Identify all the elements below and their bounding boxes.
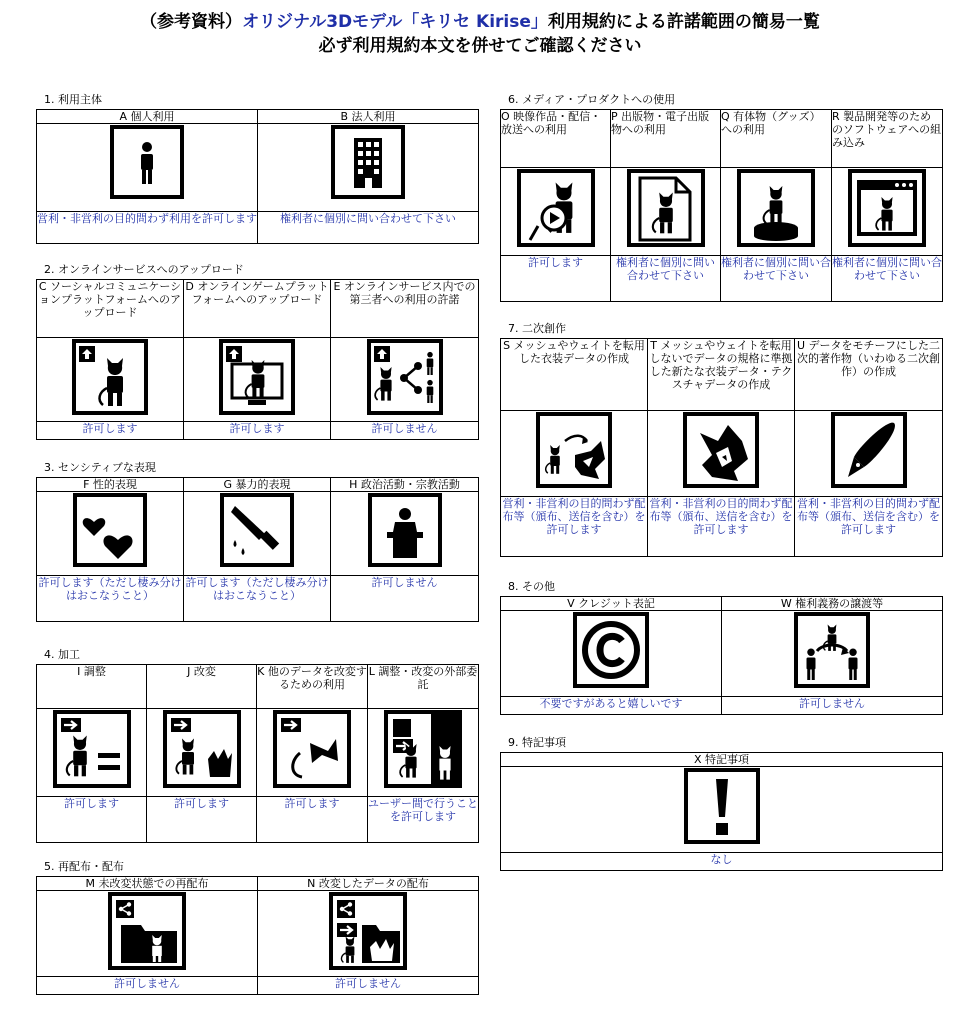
cell-result: 営利・非営利の目的問わず配布等（頒布、送信を含む）を許可します <box>501 497 648 557</box>
cell-label: B 法人利用 <box>258 110 479 124</box>
cell-result: 権利者に個別に問い合わせて下さい <box>258 212 479 244</box>
section-special-notes <box>500 736 943 871</box>
permission-table <box>500 338 943 557</box>
section-title: 6. メディア・プロダクトへの使用 <box>508 93 676 106</box>
cell-label: N 改変したデータの配布 <box>258 877 479 891</box>
cell-label: S メッシュやウェイトを転用した衣装データの作成 <box>501 339 648 411</box>
cat-equal-icon <box>37 709 147 797</box>
building-icon <box>258 124 479 212</box>
cell-result: 権利者に個別に問い合わせて下さい <box>611 256 721 302</box>
share-modified-icon <box>258 891 479 977</box>
cell-result: 許可します <box>37 422 184 440</box>
cell-result: 許可します（ただし棲み分けはおこなうこと） <box>37 576 184 622</box>
cell-result: 権利者に個別に問い合わせて下さい <box>832 256 943 302</box>
section-derivative-works <box>500 322 943 557</box>
cell-result: 許可します <box>184 422 331 440</box>
copyright-icon <box>501 611 722 697</box>
cell-result: 権利者に個別に問い合わせて下さい <box>721 256 832 302</box>
person-icon <box>37 124 258 212</box>
upload-cat-icon <box>37 338 184 422</box>
cell-result: 不要ですがあると嬉しいです <box>501 697 722 715</box>
cell-result: 営利・非営利の目的問わず利用を許可します <box>37 212 258 244</box>
cell-label: M 未改変状態での再配布 <box>37 877 258 891</box>
section-processing <box>36 648 479 843</box>
section-title: 4. 加工 <box>44 648 80 661</box>
cell-label: P 出版物・電子出版物への利用 <box>611 110 721 168</box>
cell-label: X 特記事項 <box>501 753 943 767</box>
title-prefix: （参考資料） <box>140 12 243 32</box>
document-cat-icon <box>611 168 721 256</box>
cat-modify-icon <box>147 709 257 797</box>
section-sensitive-expression <box>36 461 479 622</box>
cell-result: 許可します <box>147 797 257 843</box>
permission-table <box>500 596 943 715</box>
section-title: 7. 二次創作 <box>508 322 566 335</box>
cell-result: 営利・非営利の目的問わず配布等（頒布、送信を含む）を許可します <box>648 497 795 557</box>
section-usage-subject <box>36 93 479 244</box>
cell-label: I 調整 <box>37 665 147 709</box>
cell-label: R 製品開発等のためのソフトウェアへの組み込み <box>832 110 943 168</box>
cat-parts-icon <box>257 709 368 797</box>
exclamation-icon <box>501 767 943 853</box>
cell-result: 許可します <box>37 797 147 843</box>
cell-label: V クレジット表記 <box>501 597 722 611</box>
outsource-icon <box>368 709 479 797</box>
document-title <box>0 10 960 34</box>
transfer-icon <box>722 611 943 697</box>
cell-result: 許可します（ただし棲み分けはおこなうこと） <box>184 576 331 622</box>
section-other <box>500 580 943 715</box>
cell-label: F 性的表現 <box>37 478 184 492</box>
cell-result: なし <box>501 853 943 871</box>
permission-table <box>500 752 943 871</box>
permission-table <box>36 279 479 440</box>
cell-label: D オンラインゲームプラットフォームへのアップロード <box>184 280 331 338</box>
share-folder-icon <box>37 891 258 977</box>
section-redistribution <box>36 860 479 995</box>
software-cat-icon <box>832 168 943 256</box>
section-title: 3. センシティブな表現 <box>44 461 156 474</box>
cell-result: 許可します <box>501 256 611 302</box>
costume-icon <box>648 411 795 497</box>
section-title: 2. オンラインサービスへのアップロード <box>44 263 244 276</box>
cell-label: E オンラインサービス内での第三者への利用の許諾 <box>331 280 479 338</box>
cell-label: C ソーシャルコミュニケーションプラットフォームへのアップロード <box>37 280 184 338</box>
cell-label: A 個人利用 <box>37 110 258 124</box>
cell-result: ユーザー間で行うことを許可します <box>368 797 479 843</box>
permission-table <box>500 109 943 302</box>
cell-result: 営利・非営利の目的問わず配布等（頒布、送信を含む）を許可します <box>795 497 943 557</box>
cell-label: Q 有体物（グッズ）への利用 <box>721 110 832 168</box>
figure-cat-icon <box>721 168 832 256</box>
cell-label: O 映像作品・配信・放送への利用 <box>501 110 611 168</box>
upload-share-icon <box>331 338 479 422</box>
cell-result: 許可します <box>257 797 368 843</box>
podium-icon <box>331 492 479 576</box>
cell-result: 許可しません <box>331 422 479 440</box>
cell-result: 許可しません <box>722 697 943 715</box>
section-title: 1. 利用主体 <box>44 93 102 106</box>
section-title: 9. 特記事項 <box>508 736 566 749</box>
cell-label: H 政治活動・宗教活動 <box>331 478 479 492</box>
knife-icon <box>184 492 331 576</box>
cell-label: W 権利義務の譲渡等 <box>722 597 943 611</box>
pen-nib-icon <box>795 411 943 497</box>
document-subtitle: 必ず利用規約本文を併せてご確認ください <box>318 36 642 56</box>
cell-result: 許可しません <box>37 977 258 995</box>
permission-table <box>36 664 479 843</box>
title-model-name: オリジナル3Dモデル「キリセ Kirise」 <box>242 12 548 32</box>
cell-label: J 改変 <box>147 665 257 709</box>
cat-costume-icon <box>501 411 648 497</box>
hearts-icon <box>37 492 184 576</box>
document-header <box>0 10 960 58</box>
section-title: 5. 再配布・配布 <box>44 860 124 873</box>
cell-result: 許可しません <box>258 977 479 995</box>
cell-result: 許可しません <box>331 576 479 622</box>
upload-cat-monitor-icon <box>184 338 331 422</box>
cell-label: T メッシュやウェイトを転用しないでデータの規格に準拠した新たな衣装データ・テクスチャデータの作成 <box>648 339 795 411</box>
cell-label: L 調整・改変の外部委託 <box>368 665 479 709</box>
section-media-product <box>500 93 943 302</box>
cell-label: G 暴力的表現 <box>184 478 331 492</box>
permission-table <box>36 109 479 244</box>
cell-label: K 他のデータを改変するための利用 <box>257 665 368 709</box>
title-suffix: 利用規約による許諾範囲の簡易一覧 <box>547 12 820 32</box>
permission-table <box>36 876 479 995</box>
section-online-upload <box>36 263 479 440</box>
cell-label: U データをモチーフにした二次的著作物（いわゆる二次創作）の作成 <box>795 339 943 411</box>
permission-table <box>36 477 479 622</box>
section-title: 8. その他 <box>508 580 555 593</box>
video-cat-icon <box>501 168 611 256</box>
